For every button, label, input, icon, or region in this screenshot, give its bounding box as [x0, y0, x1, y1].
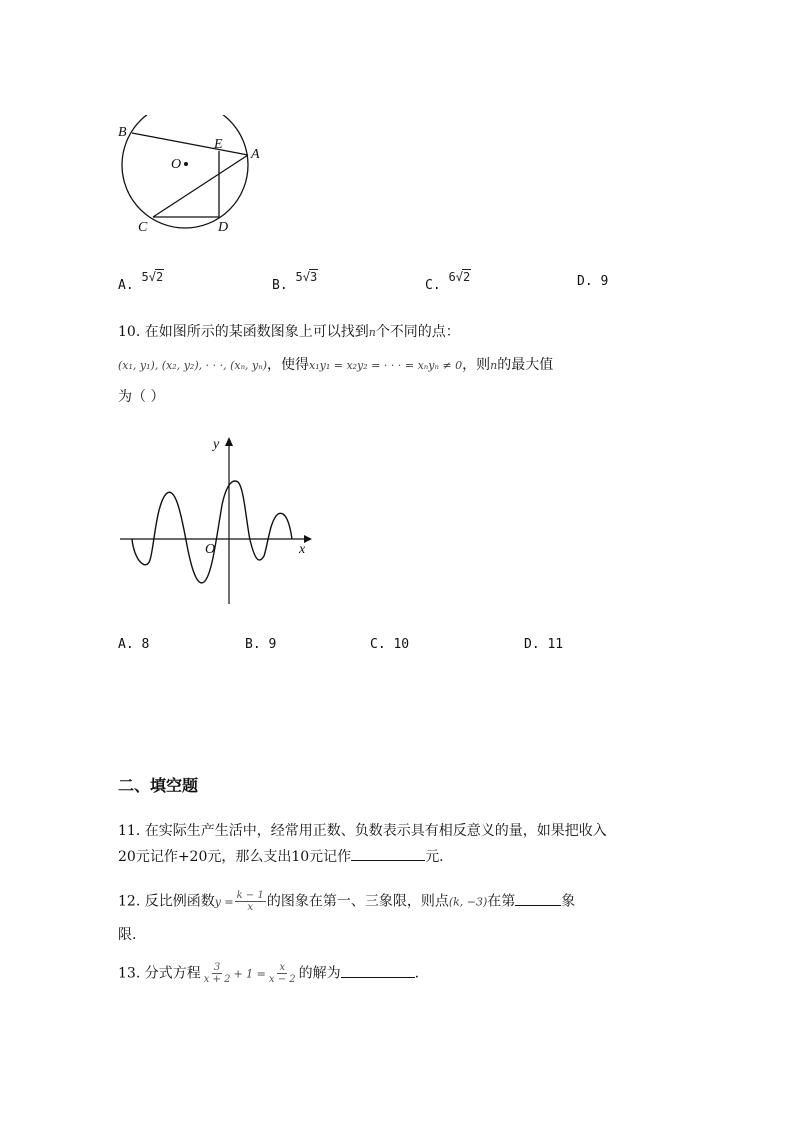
origin-label: O	[205, 542, 216, 557]
x-label: x	[299, 542, 306, 557]
option-b-letter: B.	[272, 278, 288, 293]
q11-answer-blank[interactable]	[351, 846, 425, 861]
section-heading: 二、填空题	[118, 776, 199, 795]
circle-o	[122, 115, 248, 228]
q10-n-2: n	[490, 359, 498, 372]
function-curve	[132, 481, 292, 583]
q13-answer-blank[interactable]	[341, 963, 415, 978]
label-o: O	[171, 157, 182, 172]
q12-line1: 12. 反比例函数y = $\frac{k - 1}{x}$ 的图象在第一、三象限，则点(k, −3)在第 象	[118, 890, 576, 913]
q13-line: 13. 分式方程 $\frac{3}{x + 2}$ + 1 = $\frac{x}{x - 2}$ 的解为 .	[118, 962, 420, 985]
option-c-value: 6√2	[448, 270, 471, 284]
q9-option-a	[118, 270, 164, 293]
option-b-value: 5√3	[295, 270, 318, 284]
option-c-letter: C.	[425, 278, 441, 293]
q10-option-c: C. 10	[370, 637, 410, 652]
q12-fraction: $\frac{k - 1}{x}$	[236, 890, 264, 913]
option-a-letter: A.	[118, 278, 134, 293]
q12-func-y: y =	[214, 895, 234, 909]
label-b: B	[118, 125, 127, 140]
q13-plus-one: + 1 =	[233, 967, 266, 981]
q9-option-b	[272, 270, 318, 293]
q11-line2: 20元记作+20元，那么支出10元记作 元.	[118, 846, 444, 866]
q10-option-a: A. 8	[118, 637, 150, 652]
q10-line3: 为（ ）	[118, 389, 165, 405]
q9-option-c	[425, 270, 471, 293]
q10-function-graph	[115, 430, 320, 610]
q10-option-b: B. 9	[245, 637, 277, 652]
label-a: A	[251, 147, 260, 162]
chord-ca	[153, 155, 248, 217]
q10-line2: (x₁, y₁), (x₂, y₂), · · ·, (xₙ, yₙ)，使得x₁y₁ = x₂y₂ = · · · = xₙyₙ ≠ 0，则n的最大值	[118, 357, 554, 373]
y-axis-arrow	[225, 437, 233, 446]
q12-answer-blank[interactable]	[515, 891, 561, 906]
q10-option-d: D. 11	[524, 637, 564, 652]
q9-option-d: D. 9	[577, 274, 609, 289]
q9-circle-figure	[110, 115, 270, 240]
label-c: C	[138, 220, 148, 235]
q10-points: (x₁, y₁), (x₂, y₂), · · ·, (xₙ, yₙ)	[118, 359, 267, 372]
q12-line2: 限.	[118, 927, 137, 943]
q13-fraction-1: $\frac{3}{x + 2}$	[203, 962, 231, 985]
q13-fraction-2: $\frac{x}{x - 2}$	[268, 962, 296, 985]
q10-line1: 10. 在如图所示的某函数图象上可以找到n个不同的点：	[118, 324, 460, 340]
label-e: E	[214, 137, 223, 152]
q10-n: n	[368, 326, 376, 339]
q10-condition: x₁y₁ = x₂y₂ = · · · = xₙyₙ ≠ 0	[309, 359, 463, 372]
q12-point: (k, −3)	[448, 895, 488, 909]
chord-ba	[132, 133, 248, 155]
center-dot	[184, 162, 188, 166]
option-a-value: 5√2	[141, 270, 164, 284]
label-d: D	[218, 220, 229, 235]
y-label: y	[213, 437, 220, 452]
q11-line1: 11. 在实际生产生活中，经常用正数、负数表示具有相反意义的量，如果把收入	[118, 823, 607, 839]
